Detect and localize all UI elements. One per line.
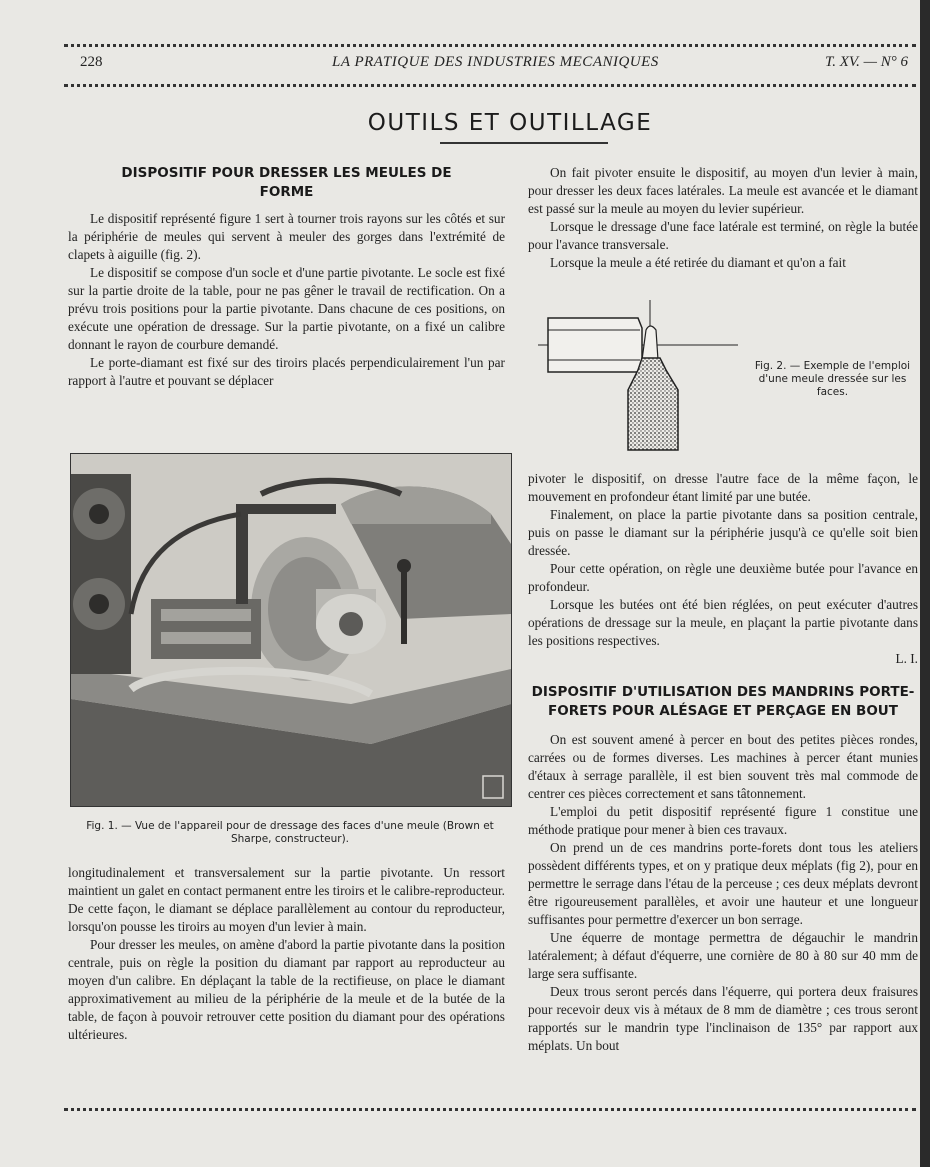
paragraph: Pour cette opération, on règle une deuxième butée pour l'avance en profondeur. [528,561,918,594]
volume-number: T. XV. — N° 6 [825,54,908,70]
paragraph: Pour dresser les meules, on amène d'abord la partie pivotante dans la position centrale, puis on règle la position du diamant par rapport au reproducteur au moyen d'un calibre. En déplaçant la table de la rectifieuse, on place le diamant approximativement au milieu de la périphérie de la meule et de la butée de la table, de façon à pouvoir retrouver cette position du diamant pour des opérations ultérieures. [68,937,505,1042]
paragraph: Lorsque le dressage d'une face latérale est terminé, on règle la butée pour l'avance transversale. [528,219,918,252]
paragraph: Le dispositif se compose d'un socle et d'une partie pivotante. Le socle est fixé sur la partie droite de la table, pour ne pas gêner le travail de rectification. On a prévu trois positions pour la partie pivotante. Dans chacune de ces positions, on exécute une opération de dressage. Sur la partie pivotante, on a fixé un calibre donnant le rayon de courbure demandé. [68,265,505,352]
footer-rule [64,1108,916,1111]
paragraph: L'emploi du petit dispositif représenté figure 1 constitue une méthode pratique pour mener à bien ces travaux. [528,804,918,837]
figure2-caption: Fig. 2. — Exemple de l'emploi d'une meule dressée sur les faces. [754,360,911,398]
header-bottom-rule [64,84,916,87]
paragraph: Lorsque la meule a été retirée du diamant et qu'on a fait [550,255,846,270]
article1-right-middle [528,470,918,668]
header-top-rule [64,44,916,47]
author-signature: L. I. [895,651,918,666]
title-underline [440,142,608,144]
paragraph: On prend un de ces mandrins porte-forets dont tous les ateliers possèdent différents types, et on y pratique deux méplats (fig 2), pour en permettre le serrage dans l'étau de la perceuse ; ces deux méplats devront être rigoureusement parallèles, et avoir une hauteur et une longueur suffisantes pour permettre d'exercer un bon serrage. [528,840,918,927]
page-number: 228 [80,54,103,70]
paragraph: Le porte-diamant est fixé sur des tiroirs placés perpendiculairement l'un par rapport à l'autre et pouvant se déplacer [68,355,505,388]
paragraph: Le dispositif représenté figure 1 sert à tourner trois rayons sur les côtés et sur la périphérie de meules qui servent à meuler des gorges dans l'extrémité de clapets à aiguille (fig. 2). [68,211,505,262]
article2 [528,683,918,1055]
paragraph: Lorsque les butées ont été bien réglées, on peut exécuter d'autres opérations de dressage sur la meule, en plaçant la partie pivotante dans les positions respectives. [528,597,918,648]
paragraph: Deux trous seront percés dans l'équerre, qui portera deux fraisures pour recevoir deux vis à métaux de 8 mm de diamètre ; ces trous seront rapportés sur le mandrin type l'inclinaison de 135° par rapport aux méplats. Un bout [528,984,918,1053]
paragraph: On est souvent amené à percer en bout des petites pièces rondes, carrées ou de formes diverses. Les machines à percer étant munies d'étaux à serrage parallèle, il est bien souvent très mal commode de centrer ces pièces correctement et sans tâtonnement. [528,732,918,801]
running-header [80,54,920,76]
paragraph: Une équerre de montage permettra de dégauchir le mandrin latéralement; à défaut d'équerre, une cornière de 80 à 80 sur 40 mm de large sera suffisante. [528,930,918,981]
article1-right-top [528,164,918,272]
article1-title: DISPOSITIF POUR DRESSER LES MEULES DE FORME [121,165,452,200]
section-title: OUTILS ET OUTILLAGE [367,110,653,136]
article1-left-top [68,164,505,390]
journal-title: LA PRATIQUE DES INDUSTRIES MECANIQUES [332,54,659,70]
scan-edge [920,0,930,1167]
figure1-caption: Fig. 1. — Vue de l'appareil pour de dressage des faces d'une meule (Brown et Sharpe, constructeur). [86,820,494,845]
article2-title: DISPOSITIF D'UTILISATION DES MANDRINS PORTE-FORETS POUR ALÉSAGE ET PERÇAGE EN BOUT [531,684,915,719]
figure2-drawing [538,300,748,460]
paragraph: On fait pivoter ensuite le dispositif, au moyen d'un levier à main, pour dresser les deux faces latérales. La meule est avancée et le diamant est passé sur la meule au moyen du levier supérieur. [528,165,918,216]
paragraph: pivoter le dispositif, on dresse l'autre face de la même façon, le mouvement en profondeur étant limité par une butée. [528,471,918,504]
article1-left-bottom [68,864,505,1044]
paragraph: longitudinalement et transversalement sur la partie pivotante. Un ressort maintient un galet en contact permanent entre les tiroirs et le calibre-reproducteur. De cette façon, le diamant se déplace parallèlement au contour du reproducteur, lorsqu'on pousse les tiroirs au moyen d'un levier à main. [68,865,505,934]
figure1-photo [70,453,512,807]
paragraph: Finalement, on place la partie pivotante dans sa position centrale, puis on passe le diamant sur la périphérie jusqu'à ce qu'elle soit bien dressée. [528,507,918,558]
